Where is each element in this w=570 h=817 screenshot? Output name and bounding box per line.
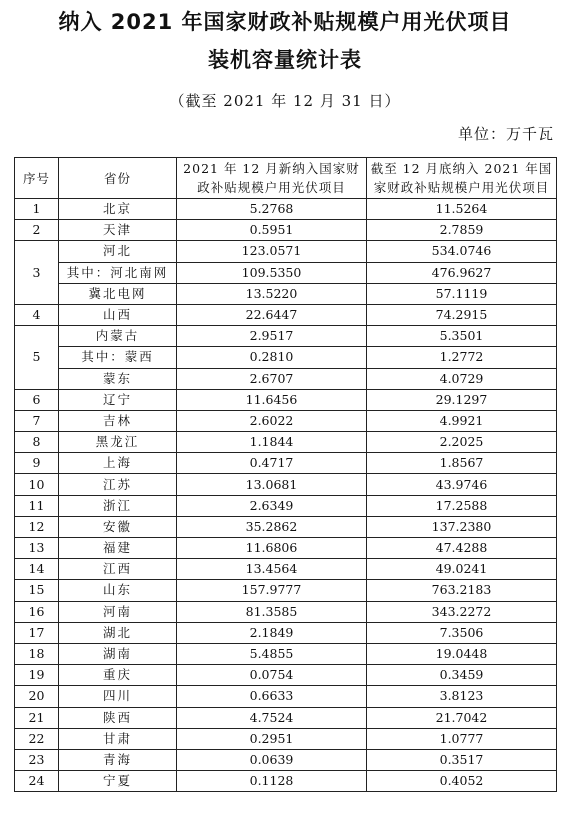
row-total-december-value: 43.9746 xyxy=(367,474,557,495)
row-index: 18 xyxy=(15,643,59,664)
table-row xyxy=(15,771,557,792)
table-row xyxy=(15,304,557,325)
row-province: 山东 xyxy=(59,580,177,601)
table-row xyxy=(15,389,557,410)
row-province: 宁夏 xyxy=(59,771,177,792)
table-row xyxy=(15,580,557,601)
row-total-december-value: 5.3501 xyxy=(367,326,557,347)
row-new-december-value: 2.1849 xyxy=(177,622,367,643)
table-row xyxy=(15,241,557,262)
document-title-line2: 装机容量统计表 xyxy=(208,48,362,72)
row-total-december-value: 343.2272 xyxy=(367,601,557,622)
row-province: 河南 xyxy=(59,601,177,622)
row-new-december-value: 5.4855 xyxy=(177,643,367,664)
row-index: 4 xyxy=(15,304,59,325)
row-index: 14 xyxy=(15,559,59,580)
row-province: 北京 xyxy=(59,199,177,220)
row-new-december-value: 0.0639 xyxy=(177,749,367,770)
row-index: 3 xyxy=(15,241,59,305)
table-row xyxy=(15,516,557,537)
row-total-december-value: 763.2183 xyxy=(367,580,557,601)
row-total-december-value: 0.3459 xyxy=(367,665,557,686)
table-row xyxy=(15,728,557,749)
row-total-december-value: 57.1119 xyxy=(367,283,557,304)
row-province: 四川 xyxy=(59,686,177,707)
date-subtitle: （截至 2021 年 12 月 31 日） xyxy=(169,92,401,110)
table-row xyxy=(15,538,557,559)
table-row xyxy=(15,347,557,368)
table-row xyxy=(15,283,557,304)
row-province: 甘肃 xyxy=(59,728,177,749)
row-index: 17 xyxy=(15,622,59,643)
table-row xyxy=(15,199,557,220)
row-index: 21 xyxy=(15,707,59,728)
row-total-december-value: 19.0448 xyxy=(367,643,557,664)
row-new-december-value: 0.6633 xyxy=(177,686,367,707)
row-province: 浙江 xyxy=(59,495,177,516)
row-province: 辽宁 xyxy=(59,389,177,410)
row-total-december-value: 7.3506 xyxy=(367,622,557,643)
header-province: 省份 xyxy=(59,158,177,199)
row-index: 5 xyxy=(15,326,59,390)
row-index: 22 xyxy=(15,728,59,749)
table-body xyxy=(15,199,557,792)
table-row xyxy=(15,262,557,283)
capacity-table xyxy=(14,157,557,792)
row-province: 内蒙古 xyxy=(59,326,177,347)
unit-label: 单位：万千瓦 xyxy=(457,125,554,143)
row-new-december-value: 4.7524 xyxy=(177,707,367,728)
row-total-december-value: 1.0777 xyxy=(367,728,557,749)
row-new-december-value: 1.1844 xyxy=(177,432,367,453)
row-new-december-value: 123.0571 xyxy=(177,241,367,262)
row-index: 13 xyxy=(15,538,59,559)
document-title: 纳入 2021 年国家财政补贴规模户用光伏项目 xyxy=(58,10,512,34)
row-new-december-value: 13.0681 xyxy=(177,474,367,495)
row-new-december-value: 0.5951 xyxy=(177,220,367,241)
row-total-december-value: 0.3517 xyxy=(367,749,557,770)
row-new-december-value: 0.2810 xyxy=(177,347,367,368)
row-index: 24 xyxy=(15,771,59,792)
row-new-december-value: 13.4564 xyxy=(177,559,367,580)
row-province: 其中：河北南网 xyxy=(59,262,177,283)
row-new-december-value: 11.6456 xyxy=(177,389,367,410)
row-index: 9 xyxy=(15,453,59,474)
row-index: 16 xyxy=(15,601,59,622)
row-index: 7 xyxy=(15,410,59,431)
row-total-december-value: 49.0241 xyxy=(367,559,557,580)
row-new-december-value: 2.6349 xyxy=(177,495,367,516)
row-new-december-value: 2.6707 xyxy=(177,368,367,389)
row-index: 23 xyxy=(15,749,59,770)
row-province: 重庆 xyxy=(59,665,177,686)
row-province: 福建 xyxy=(59,538,177,559)
table-row xyxy=(15,432,557,453)
row-province: 黑龙江 xyxy=(59,432,177,453)
header-total-december: 截至 12 月底纳入 2021 年国家财政补贴规模户用光伏项目 xyxy=(367,158,557,199)
row-province: 湖北 xyxy=(59,622,177,643)
row-province: 蒙东 xyxy=(59,368,177,389)
row-index: 8 xyxy=(15,432,59,453)
row-province: 河北 xyxy=(59,241,177,262)
row-total-december-value: 4.9921 xyxy=(367,410,557,431)
table-row xyxy=(15,220,557,241)
row-index: 20 xyxy=(15,686,59,707)
table-row xyxy=(15,749,557,770)
row-new-december-value: 22.6447 xyxy=(177,304,367,325)
row-index: 2 xyxy=(15,220,59,241)
table-header-row xyxy=(15,158,557,199)
row-new-december-value: 2.9517 xyxy=(177,326,367,347)
row-total-december-value: 1.2772 xyxy=(367,347,557,368)
row-total-december-value: 534.0746 xyxy=(367,241,557,262)
row-new-december-value: 11.6806 xyxy=(177,538,367,559)
header-index: 序号 xyxy=(15,158,59,199)
row-new-december-value: 109.5350 xyxy=(177,262,367,283)
table-row xyxy=(15,368,557,389)
row-new-december-value: 0.1128 xyxy=(177,771,367,792)
row-province: 安徽 xyxy=(59,516,177,537)
row-index: 12 xyxy=(15,516,59,537)
row-province: 冀北电网 xyxy=(59,283,177,304)
row-total-december-value: 29.1297 xyxy=(367,389,557,410)
table-row xyxy=(15,474,557,495)
row-index: 10 xyxy=(15,474,59,495)
row-total-december-value: 17.2588 xyxy=(367,495,557,516)
row-total-december-value: 11.5264 xyxy=(367,199,557,220)
row-province: 吉林 xyxy=(59,410,177,431)
row-new-december-value: 0.2951 xyxy=(177,728,367,749)
row-province: 天津 xyxy=(59,220,177,241)
row-province: 其中：蒙西 xyxy=(59,347,177,368)
row-total-december-value: 2.7859 xyxy=(367,220,557,241)
row-index: 11 xyxy=(15,495,59,516)
row-total-december-value: 137.2380 xyxy=(367,516,557,537)
row-province: 青海 xyxy=(59,749,177,770)
row-new-december-value: 5.2768 xyxy=(177,199,367,220)
row-province: 湖南 xyxy=(59,643,177,664)
row-new-december-value: 157.9777 xyxy=(177,580,367,601)
table-row xyxy=(15,707,557,728)
row-total-december-value: 1.8567 xyxy=(367,453,557,474)
table-row xyxy=(15,601,557,622)
row-province: 江苏 xyxy=(59,474,177,495)
table-row xyxy=(15,410,557,431)
header-new-december: 2021 年 12 月新纳入国家财政补贴规模户用光伏项目 xyxy=(177,158,367,199)
row-new-december-value: 0.0754 xyxy=(177,665,367,686)
table-row xyxy=(15,559,557,580)
row-province: 江西 xyxy=(59,559,177,580)
row-total-december-value: 74.2915 xyxy=(367,304,557,325)
row-total-december-value: 47.4288 xyxy=(367,538,557,559)
table-row xyxy=(15,453,557,474)
row-total-december-value: 4.0729 xyxy=(367,368,557,389)
table-row xyxy=(15,665,557,686)
row-total-december-value: 2.2025 xyxy=(367,432,557,453)
row-index: 15 xyxy=(15,580,59,601)
table-row xyxy=(15,686,557,707)
table-row xyxy=(15,326,557,347)
row-total-december-value: 476.9627 xyxy=(367,262,557,283)
row-new-december-value: 0.4717 xyxy=(177,453,367,474)
table-row xyxy=(15,495,557,516)
row-index: 19 xyxy=(15,665,59,686)
row-province: 上海 xyxy=(59,453,177,474)
row-total-december-value: 21.7042 xyxy=(367,707,557,728)
row-total-december-value: 3.8123 xyxy=(367,686,557,707)
row-province: 山西 xyxy=(59,304,177,325)
table-row xyxy=(15,622,557,643)
row-index: 6 xyxy=(15,389,59,410)
table-row xyxy=(15,643,557,664)
row-province: 陕西 xyxy=(59,707,177,728)
row-index: 1 xyxy=(15,199,59,220)
row-new-december-value: 81.3585 xyxy=(177,601,367,622)
row-new-december-value: 2.6022 xyxy=(177,410,367,431)
row-total-december-value: 0.4052 xyxy=(367,771,557,792)
row-new-december-value: 13.5220 xyxy=(177,283,367,304)
row-new-december-value: 35.2862 xyxy=(177,516,367,537)
